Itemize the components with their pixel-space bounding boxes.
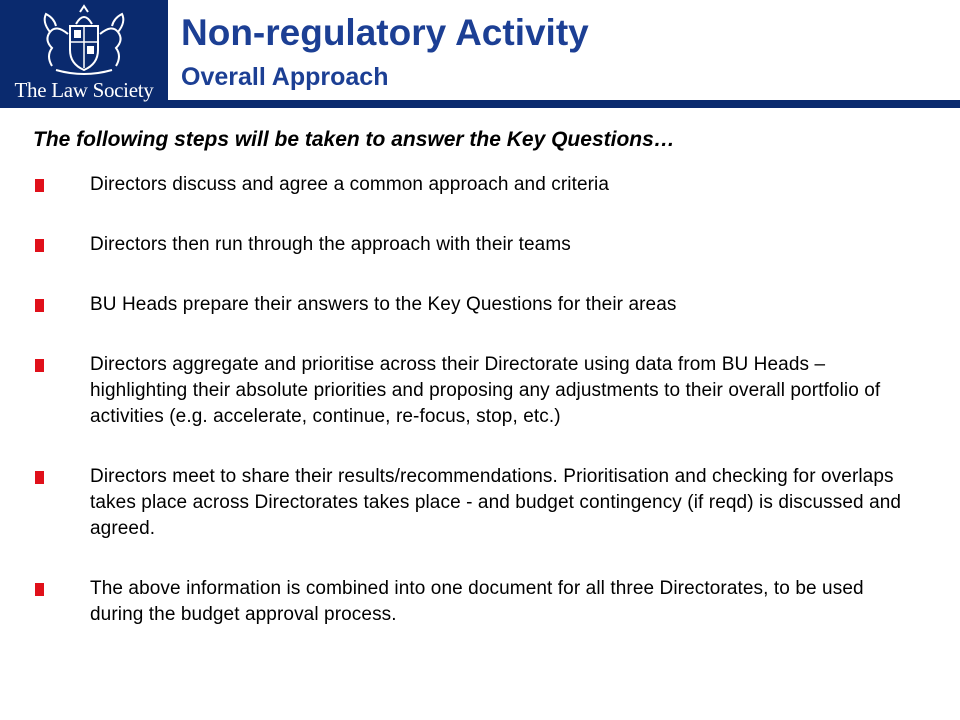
bullet-square-icon: [35, 583, 44, 596]
step-item: [35, 464, 915, 542]
step-item: [35, 232, 915, 258]
step-text: BU Heads prepare their answers to the Key Questions for their areas: [90, 294, 677, 315]
step-item: [35, 172, 915, 198]
bullet-square-icon: [35, 239, 44, 252]
intro-heading: The following steps will be taken to answer the Key Questions…: [33, 128, 675, 151]
step-item: [35, 576, 915, 628]
bullet-square-icon: [35, 471, 44, 484]
page-subtitle: Overall Approach: [181, 63, 389, 91]
page-title: Non-regulatory Activity: [181, 12, 589, 53]
bullet-square-icon: [35, 359, 44, 372]
step-text: Directors aggregate and prioritise across their Directorate using data from BU Heads – highlighting their absolute priorities and proposing any adjustments to their overall portfolio of activities (e.g. accelerate, continue, re-focus, stop, etc.): [90, 354, 881, 427]
bullet-square-icon: [35, 299, 44, 312]
law-society-logo: [0, 0, 168, 108]
step-text: Directors then run through the approach with their teams: [90, 234, 571, 255]
bullet-square-icon: [35, 179, 44, 192]
step-text: The above information is combined into one document for all three Directorates, to be used during the budget approval process.: [90, 578, 864, 625]
step-text: Directors meet to share their results/recommendations. Prioritisation and checking for overlaps takes place across Directorates takes place - and budget contingency (if reqd) is discussed and agreed.: [90, 466, 902, 539]
header-rule: [168, 100, 960, 108]
steps-list: [35, 172, 915, 628]
step-item: [35, 352, 915, 430]
step-text: Directors discuss and agree a common approach and criteria: [90, 174, 610, 195]
law-society-crest-icon: [0, 4, 168, 76]
logo-text: The Law Society: [14, 78, 154, 102]
step-item: [35, 292, 915, 318]
